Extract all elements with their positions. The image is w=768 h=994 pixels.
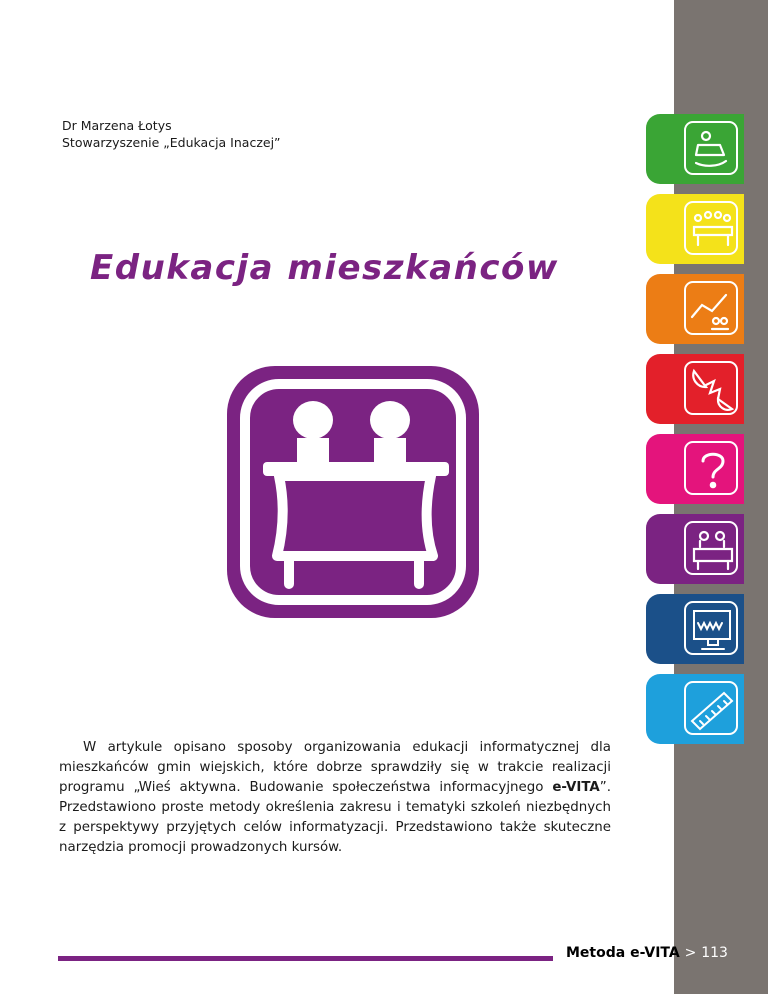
author-name: Dr Marzena Łotys	[62, 118, 172, 133]
author-block	[62, 117, 281, 151]
tab-green[interactable]	[646, 114, 744, 184]
question-mark-icon	[684, 441, 738, 495]
www-monitor-icon	[684, 601, 738, 655]
footer-label: Metoda e-VITA	[566, 945, 680, 961]
tab-purple-active[interactable]	[646, 514, 744, 584]
tab-navy[interactable]	[646, 594, 744, 664]
abstract-text-part1: W artykule opisano sposoby organizowania edukacji informatycznej dla mieszkańców gmin wiejskich, które dobrze sprawdziły się w trakcie realizacji programu „Wieś aktywna. Budowanie społeczeństwa informacyjnego	[59, 740, 611, 795]
footer	[566, 945, 728, 961]
footer-separator: >	[684, 945, 697, 961]
meeting-table-icon	[684, 201, 738, 255]
person-at-computer-icon	[684, 121, 738, 175]
tab-yellow[interactable]	[646, 194, 744, 264]
footer-divider	[58, 956, 553, 961]
two-people-desk-icon	[227, 366, 479, 618]
tab-magenta[interactable]	[646, 434, 744, 504]
satellite-signal-icon	[684, 361, 738, 415]
presentation-chart-icon	[684, 281, 738, 335]
tab-red[interactable]	[646, 354, 744, 424]
page-number: 113	[701, 945, 728, 961]
tab-cyan[interactable]	[646, 674, 744, 744]
page-title: Edukacja mieszkańców	[90, 248, 559, 288]
ruler-icon	[684, 681, 738, 735]
author-organization: Stowarzyszenie „Edukacja Inaczej”	[62, 135, 281, 150]
two-people-desk-icon	[684, 521, 738, 575]
tab-orange[interactable]	[646, 274, 744, 344]
abstract-program-name: e-VITA	[552, 780, 600, 795]
abstract-text-part2: ”. Przedstawiono proste metody określenia zakresu i tematyki szkoleń niezbędnych z perspektywy przyjętych celów informatyzacji. Przedstawiono także skuteczne narzędzia promocji prowadzonych kursów.	[59, 780, 611, 855]
abstract-paragraph	[59, 738, 611, 858]
